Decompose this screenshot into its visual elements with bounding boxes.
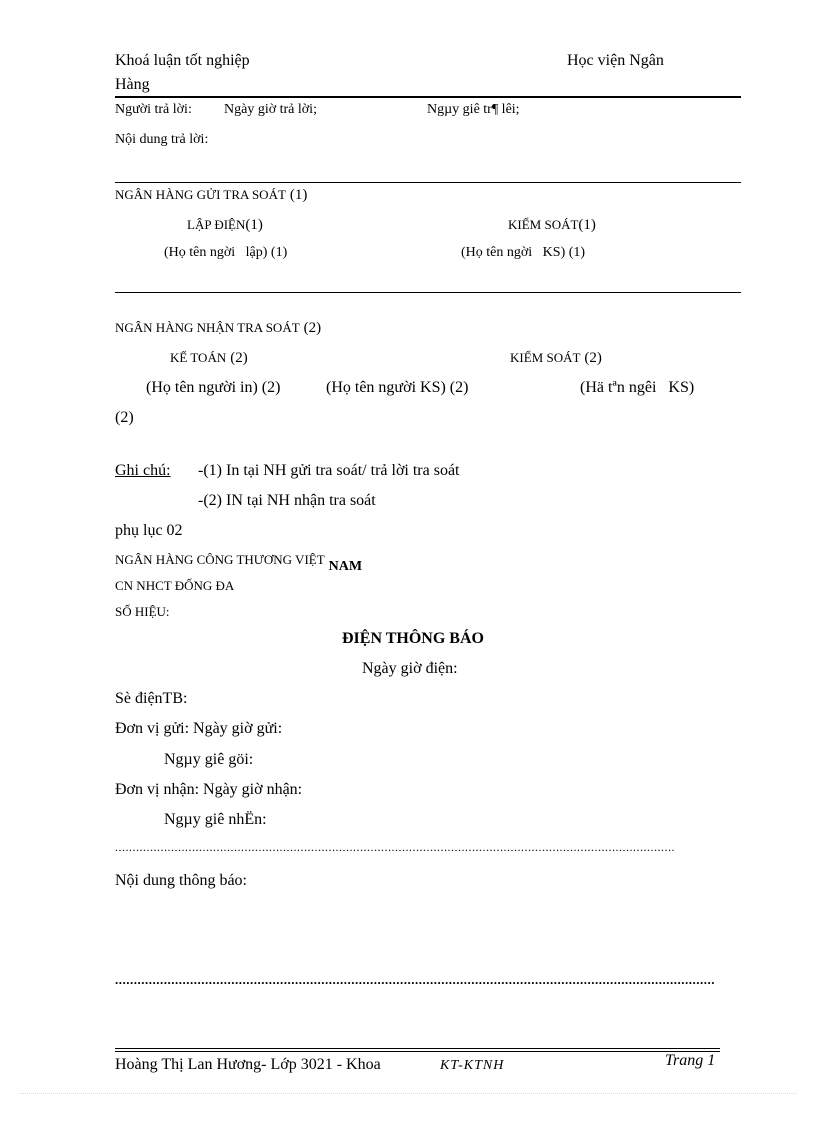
appendix-code: SỐ HIỆU: (115, 604, 170, 619)
sending-controller-text: KIỂM SOÁT (508, 217, 579, 232)
notice-content-label: Nội dung thông báo: (115, 872, 247, 889)
sending-controller-heading (508, 216, 596, 234)
sending-bank-title-suffix: (1) (289, 187, 308, 203)
footer-rule-top (115, 1048, 720, 1049)
reply-datetime-label: Ngày giờ trả lời; (224, 102, 317, 117)
sending-bank-title-text: NGÂN HÀNG GỬI TRA SOÁT (115, 187, 286, 202)
sending-controller-suffix: (1) (578, 217, 596, 233)
dotted-line-upper: ................................................................................................................................................................ (115, 840, 675, 854)
receiving-signature-wrap: (2) (115, 409, 134, 426)
receiving-controller-heading (510, 349, 602, 367)
receiving-accountant-suffix: (2) (230, 350, 248, 366)
footer-author: Hoàng Thị Lan Hương- Lớp 3021 - Khoa (115, 1056, 381, 1073)
appendix-label: phụ lục 02 (115, 522, 183, 539)
notice-sender-garbled: Ngµy giê göi: (164, 751, 254, 768)
notes-item-2: -(2) IN tại NH nhận tra soát (198, 492, 376, 509)
appendix-bank-tail: NAM (328, 559, 363, 574)
receiving-accountant-text: KẾ TOÁN (170, 350, 227, 365)
footer-page-number: Trang 1 (665, 1052, 716, 1069)
appendix-bank-name (115, 551, 363, 574)
appendix-bank-text: NGÂN HÀNG CÔNG THƯƠNG VIỆT (115, 552, 325, 567)
footer-department: KT-KTNH (440, 1058, 505, 1073)
notice-datetime: Ngày giờ điện: (362, 660, 458, 677)
receiving-garbled-signature: (Hä tªn ngêi KS) (580, 379, 695, 396)
receiving-bank-title-suffix: (2) (303, 320, 322, 336)
receiving-printer-signature: (Họ tên người in) (2) (146, 379, 281, 396)
sending-controller-signature: (Họ tên ngời KS) (1) (461, 245, 586, 260)
sending-creator-heading (187, 216, 263, 234)
notes-label: Ghi chú: (115, 462, 171, 479)
dotted-line-lower: ................................................................................................................................................................ (115, 972, 715, 987)
notice-receiver-garbled: Ngµy giê nhËn: (164, 811, 267, 828)
sending-creator-text: LẬP ĐIỆN (187, 217, 246, 232)
sending-divider (115, 292, 741, 293)
sending-creator-signature: (Họ tên ngời lập) (1) (164, 245, 288, 260)
header-rule (115, 96, 741, 98)
notice-receiver: Đơn vị nhận: Ngày giờ nhận: (115, 781, 303, 798)
receiving-accountant-heading (170, 349, 248, 367)
sending-bank-title (115, 186, 307, 204)
reply-datetime-garbled: Ngµy giê tr¶ lêi; (427, 102, 520, 117)
reply-content-label: Nội dung trả lời: (115, 132, 209, 147)
notice-title: ĐIỆN THÔNG BÁO (342, 630, 484, 647)
receiving-controller-text: KIỂM SOÁT (510, 350, 581, 365)
reply-responder-label: Người trả lời: (115, 102, 192, 117)
header-left-title: Khoá luận tốt nghiệp (115, 52, 250, 69)
receiving-bank-title (115, 319, 321, 337)
notice-number: Sè điệnTB: (115, 690, 188, 707)
header-left-continued: Hàng (115, 76, 150, 93)
receiving-controller-suffix: (2) (584, 350, 602, 366)
page-bottom-edge (20, 1093, 796, 1094)
header-right-title: Học viện Ngân (567, 52, 664, 69)
reply-divider (115, 182, 741, 183)
receiving-controller-signature: (Họ tên người KS) (2) (326, 379, 469, 396)
notes-item-1: -(1) In tại NH gửi tra soát/ trả lời tra soát (198, 462, 460, 479)
appendix-branch: CN NHCT ĐỐNG ĐA (115, 578, 235, 593)
notice-sender: Đơn vị gửi: Ngày giờ gửi: (115, 720, 283, 737)
receiving-bank-title-text: NGÂN HÀNG NHẬN TRA SOÁT (115, 320, 300, 335)
sending-creator-suffix: (1) (245, 217, 263, 233)
footer-rule-bottom (115, 1051, 720, 1052)
